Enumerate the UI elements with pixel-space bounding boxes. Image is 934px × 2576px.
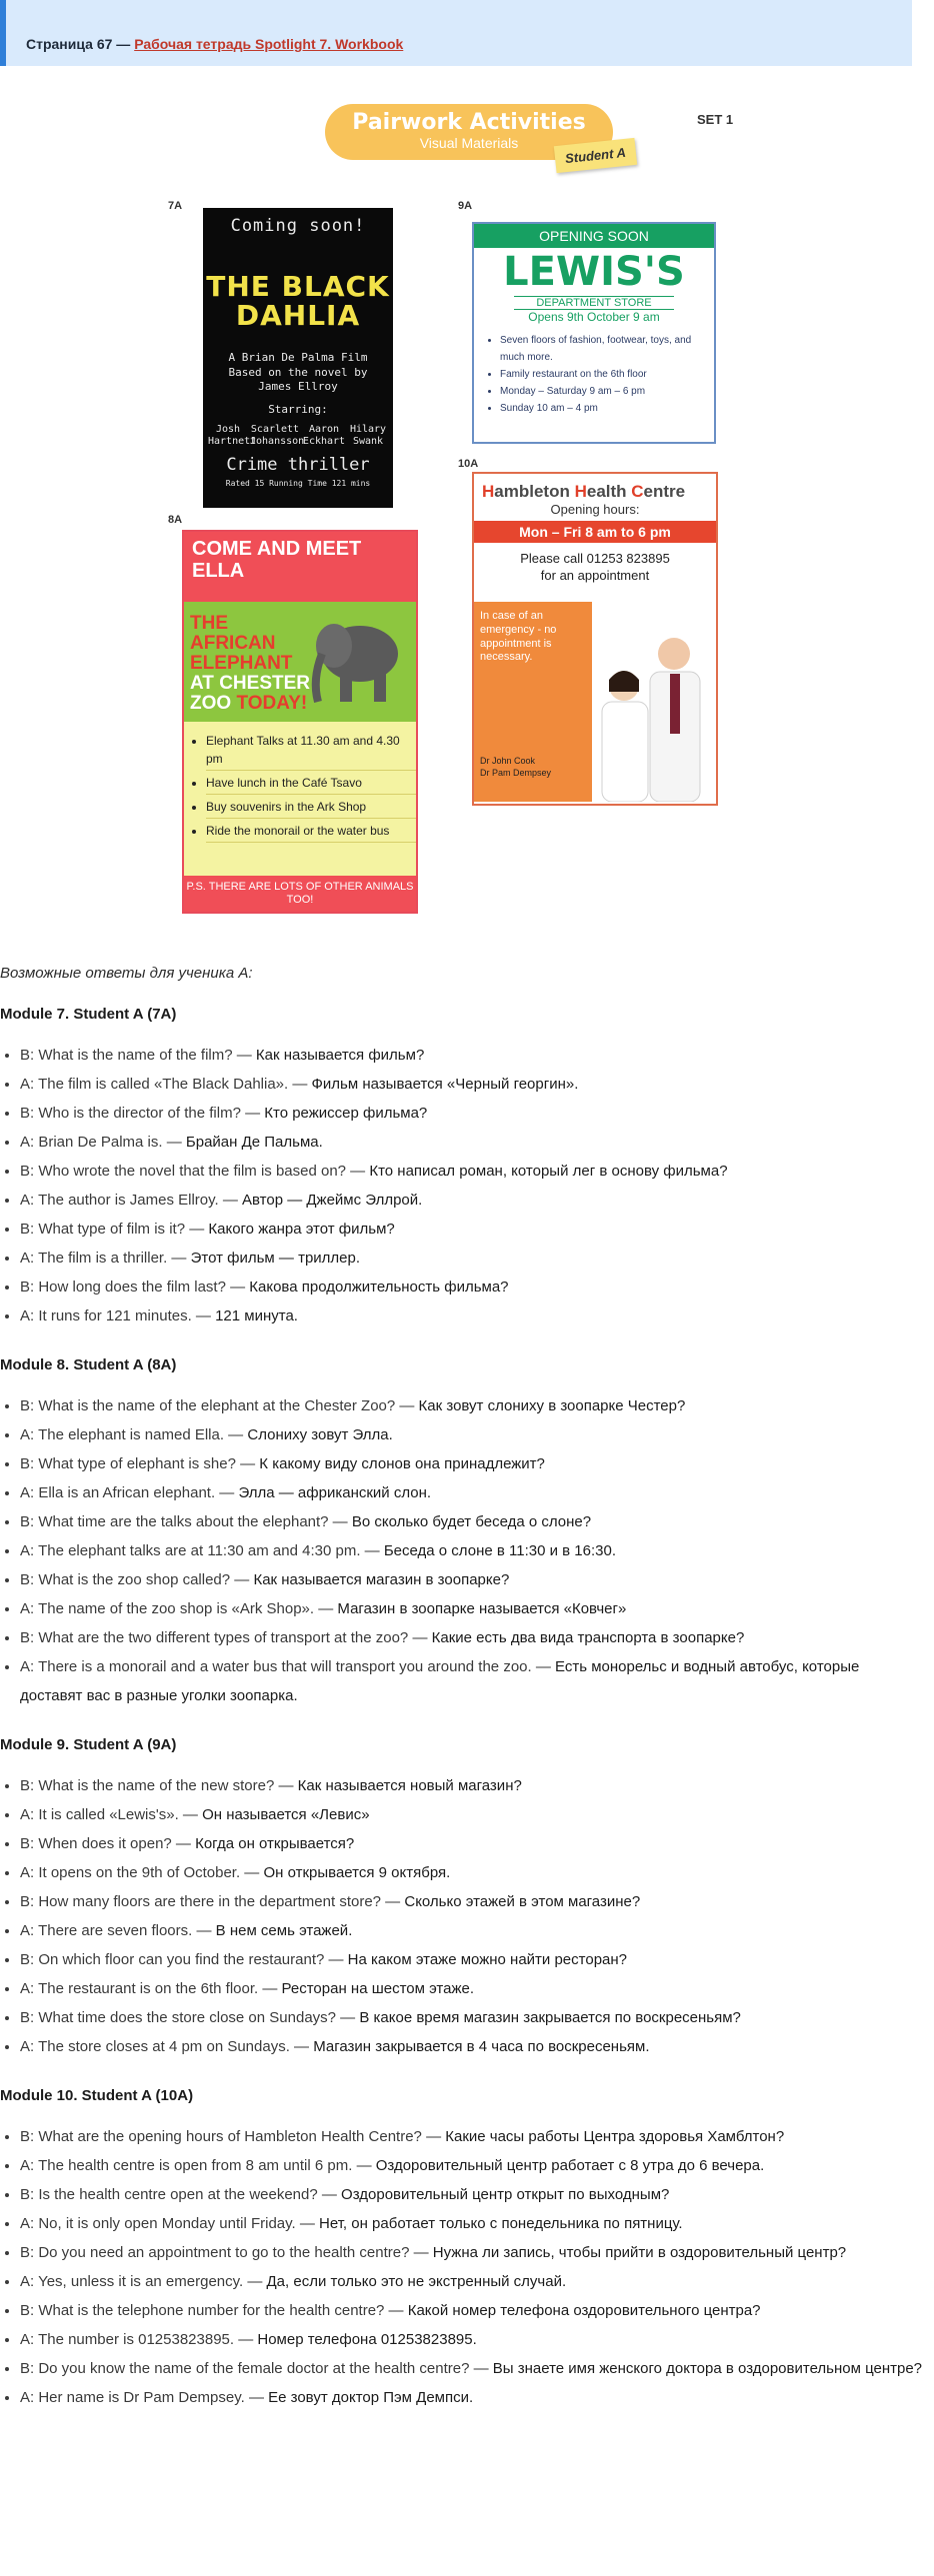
actor-2: Scarlett Johansson bbox=[250, 424, 305, 447]
qa-item bbox=[20, 2122, 925, 2151]
qa-russian: Ее зовут доктор Пэм Демпси. bbox=[263, 2389, 474, 2406]
qa-russian: На каком этаже можно найти ресторан? bbox=[343, 1951, 627, 1968]
doctor-1: Dr John Cook bbox=[480, 756, 536, 766]
qa-english: B: Do you know the name of the female doctor at the health centre? — bbox=[20, 2360, 489, 2377]
qa-item bbox=[20, 1449, 925, 1478]
film-title bbox=[203, 272, 393, 331]
qa-russian: Как зовут слониху в зоопарке Честер? bbox=[414, 1397, 686, 1414]
qa-item bbox=[20, 1829, 925, 1858]
qa-english: B: Who wrote the novel that the film is based on? — bbox=[20, 1163, 366, 1180]
hours-band: Mon – Fri 8 am to 6 pm bbox=[474, 521, 716, 543]
elephant-icon bbox=[298, 610, 408, 710]
banner-subtitle: Visual Materials bbox=[419, 135, 519, 151]
qa-russian: Оздоровительный центр открыт по выходным? bbox=[336, 2186, 670, 2203]
qa-russian: Этот фильм — триллер. bbox=[186, 1250, 361, 1267]
qa-russian: Он называется «Левис» bbox=[197, 1806, 370, 1823]
zoo-activity: • Ride the monorail or the water bus bbox=[206, 822, 416, 843]
qa-english: A: The elephant talks are at 11:30 am and 4:30 pm. — bbox=[20, 1542, 380, 1559]
call-info bbox=[474, 551, 716, 585]
qa-russian: Какой номер телефона оздоровительного центра? bbox=[403, 2302, 761, 2319]
qa-list bbox=[0, 1771, 925, 2061]
zoo-activity: • Buy souvenirs in the Ark Shop bbox=[206, 798, 416, 819]
zoo-headline: COME AND MEET ELLA bbox=[184, 532, 416, 602]
store-type: DEPARTMENT STORE bbox=[514, 296, 674, 310]
actor-3: Aaron Eckhart bbox=[302, 424, 346, 447]
banner-title: Pairwork Activities bbox=[352, 110, 586, 135]
centre-name-part3: entre bbox=[643, 482, 686, 501]
qa-item bbox=[20, 2032, 925, 2061]
qa-item bbox=[20, 2354, 925, 2383]
qa-english: B: On which floor can you find the restaurant? — bbox=[20, 1951, 344, 1968]
qa-item bbox=[20, 1099, 925, 1128]
qa-russian: Есть монорельс и водный автобус, которые доставят вас в разные уголки зоопарка. bbox=[20, 1658, 860, 1704]
qa-english: A: The name of the zoo shop is «Ark Shop». — bbox=[20, 1600, 334, 1617]
centre-name-c: C bbox=[631, 482, 644, 501]
qa-english: A: The elephant is named Ella. — bbox=[20, 1426, 244, 1443]
qa-list bbox=[0, 1391, 925, 1710]
label-10a: 10A bbox=[458, 458, 479, 470]
qa-russian: Номер телефона 01253823895. bbox=[253, 2331, 477, 2348]
zoo-text-at: AT bbox=[190, 672, 220, 694]
qa-item bbox=[20, 1594, 925, 1623]
qa-english: A: It opens on the 9th of October. — bbox=[20, 1864, 260, 1881]
qa-russian: Как называется магазин в зоопарке? bbox=[249, 1571, 510, 1588]
qa-item bbox=[20, 1041, 925, 1070]
set-label: SET 1 bbox=[697, 112, 734, 127]
qa-item bbox=[20, 1565, 925, 1594]
qa-russian: Магазин закрывается в 4 часа по воскресеньям. bbox=[309, 2038, 650, 2055]
qa-list bbox=[0, 2122, 925, 2412]
qa-english: A: The number is 01253823895. — bbox=[20, 2331, 254, 2348]
qa-item bbox=[20, 1771, 925, 1800]
centre-name-part2: ealth bbox=[586, 482, 632, 501]
header-text bbox=[26, 36, 403, 52]
actor-4: Hilary Swank bbox=[349, 424, 387, 447]
zoo-activities bbox=[184, 732, 416, 843]
qa-russian: Как называется новый магазин? bbox=[293, 1777, 522, 1794]
actors bbox=[203, 424, 393, 447]
label-7a: 7A bbox=[168, 200, 183, 212]
answers-content bbox=[0, 965, 925, 2438]
poster-chester-zoo bbox=[182, 530, 418, 914]
label-8a: 8A bbox=[168, 514, 183, 526]
film-by: A Brian De Palma Film bbox=[228, 350, 368, 364]
qa-english: A: No, it is only open Monday until Friday. — bbox=[20, 2215, 315, 2232]
actor-1: Josh Hartnett bbox=[208, 424, 257, 447]
zoo-ps: P.S. THERE ARE LOTS OF OTHER ANIMALS TOO! bbox=[184, 876, 416, 912]
zoo-activity: • Elephant Talks at 11.30 am and 4.30 pm bbox=[206, 732, 416, 771]
qa-item bbox=[20, 1800, 925, 1829]
qa-item bbox=[20, 1536, 925, 1565]
qa-item bbox=[20, 1420, 925, 1449]
qa-russian: Элла — африканский слон. bbox=[234, 1484, 432, 1501]
qa-russian: Нет, он работает только с понедельника по пятницу. bbox=[314, 2215, 683, 2232]
qa-item bbox=[20, 2267, 925, 2296]
poster-lewis-store bbox=[472, 222, 716, 444]
qa-english: B: What is the telephone number for the health centre? — bbox=[20, 2302, 404, 2319]
module-heading: Module 9. Student A (9A) bbox=[0, 1736, 177, 1753]
qa-english: A: Brian De Palma is. — bbox=[20, 1134, 182, 1151]
qa-russian: Когда он открывается? bbox=[190, 1835, 355, 1852]
qa-item bbox=[20, 2151, 925, 2180]
zoo-text-3: ELEPHANT bbox=[190, 652, 293, 674]
qa-russian: Оздоровительный центр работает с 8 утра до 6 вечера. bbox=[371, 2157, 765, 2174]
qa-russian: Кто режиссер фильма? bbox=[260, 1105, 428, 1122]
qa-russian: Как называется фильм? bbox=[251, 1047, 425, 1064]
qa-russian: Фильм называется «Черный георгин». bbox=[307, 1076, 579, 1093]
qa-russian: В нем семь этажей. bbox=[211, 1922, 353, 1939]
qa-item bbox=[20, 1301, 925, 1330]
centre-name-part1: ambleton bbox=[494, 482, 575, 501]
qa-russian: Кто написал роман, который лег в основу фильма? bbox=[365, 1163, 728, 1180]
coming-soon-text: Coming soon! bbox=[230, 216, 366, 236]
qa-russian: Какие часы работы Центра здоровья Хамблтон? bbox=[441, 2128, 785, 2145]
zoo-text-2: AFRICAN bbox=[190, 632, 276, 654]
store-features bbox=[474, 332, 714, 417]
page-header bbox=[0, 0, 912, 66]
qa-russian: Да, если только это не экстренный случай. bbox=[262, 2273, 567, 2290]
qa-english: B: Do you need an appointment to go to the health centre? — bbox=[20, 2244, 429, 2261]
store-name: LEWIS'S bbox=[503, 249, 685, 295]
label-9a: 9A bbox=[458, 200, 473, 212]
centre-name bbox=[474, 474, 716, 502]
qa-item bbox=[20, 1858, 925, 1887]
qa-item bbox=[20, 1157, 925, 1186]
qa-english: B: How many floors are there in the department store? — bbox=[20, 1893, 401, 1910]
qa-russian: Ресторан на шестом этаже. bbox=[277, 1980, 475, 1997]
doctor-2: Dr Pam Dempsey bbox=[480, 767, 552, 778]
qa-item bbox=[20, 1478, 925, 1507]
film-rating: Rated 15 Running Time 121 mins bbox=[225, 479, 371, 489]
doctor-names bbox=[480, 756, 551, 779]
opening-soon-band: OPENING SOON bbox=[474, 224, 714, 248]
qa-russian: Он открывается 9 октября. bbox=[259, 1864, 451, 1881]
qa-russian: Сколько этажей в этом магазине? bbox=[400, 1893, 641, 1910]
store-feature: • Seven floors of fashion, footwear, toys, and much more. bbox=[500, 332, 714, 366]
qa-english: A: The film is a thriller. — bbox=[20, 1250, 187, 1267]
qa-item bbox=[20, 1244, 925, 1273]
poster-health-centre bbox=[472, 472, 718, 806]
qa-english: B: What is the name of the film? — bbox=[20, 1047, 252, 1064]
qa-item bbox=[20, 2180, 925, 2209]
starring: Starring: bbox=[268, 403, 328, 417]
qa-russian: Какого жанра этот фильм? bbox=[204, 1221, 395, 1238]
qa-english: A: There is a monorail and a water bus that will transport you around the zoo. — bbox=[20, 1658, 551, 1675]
store-opens: Opens 9th October 9 am bbox=[528, 310, 660, 324]
zoo-text-today: TODAY! bbox=[231, 692, 308, 714]
qa-english: A: The author is James Ellroy. — bbox=[20, 1192, 238, 1209]
qa-english: B: What are the two different types of transport at the zoo? — bbox=[20, 1629, 428, 1646]
centre-name-h: H bbox=[482, 482, 495, 501]
call-appointment: for an appointment bbox=[540, 567, 650, 583]
qa-item bbox=[20, 1273, 925, 1301]
zoo-elephant-panel bbox=[184, 602, 416, 722]
qa-item bbox=[20, 1623, 925, 1652]
qa-english: A: There are seven floors. — bbox=[20, 1922, 212, 1939]
qa-english: A: The health centre is open from 8 am until 6 pm. — bbox=[20, 2157, 372, 2174]
hours-label: Opening hours: bbox=[550, 502, 640, 517]
qa-russian: Какова продолжительность фильма? bbox=[245, 1279, 509, 1295]
qa-english: B: What time does the store close on Sundays? — bbox=[20, 2009, 356, 2026]
doctors-image bbox=[584, 622, 714, 802]
qa-item bbox=[20, 2325, 925, 2354]
qa-russian: Беседа о слоне в 11:30 и в 16:30. bbox=[379, 1542, 616, 1559]
emergency-note: In case of an emergency - no appointment is necessary. bbox=[474, 602, 592, 802]
qa-item bbox=[20, 1507, 925, 1536]
worksheet-image bbox=[0, 90, 934, 950]
qa-russian: Вы знаете имя женского доктора в оздоровительном центре? bbox=[488, 2360, 923, 2377]
module-heading: Module 7. Student A (7A) bbox=[0, 1006, 177, 1023]
qa-russian: 121 минута. bbox=[210, 1307, 298, 1324]
qa-english: B: What is the name of the new store? — bbox=[20, 1777, 294, 1794]
qa-item bbox=[20, 2209, 925, 2238]
qa-english: B: What type of elephant is she? — bbox=[20, 1455, 256, 1472]
zoo-text-chester: CHESTER bbox=[219, 672, 310, 694]
qa-english: B: What are the opening hours of Hambleton Health Centre? — bbox=[20, 2128, 442, 2145]
qa-item bbox=[20, 1916, 925, 1945]
qa-english: A: Her name is Dr Pam Dempsey. — bbox=[20, 2389, 264, 2406]
store-feature: • Sunday 10 am – 4 pm bbox=[500, 400, 714, 417]
zoo-elephant-text bbox=[190, 614, 310, 714]
qa-english: B: What is the name of the elephant at the Chester Zoo? — bbox=[20, 1397, 415, 1414]
qa-russian: Слониху зовут Элла. bbox=[243, 1426, 393, 1443]
qa-item bbox=[20, 1887, 925, 1916]
qa-item bbox=[20, 2238, 925, 2267]
film-title-line1: THE BLACK bbox=[206, 270, 390, 303]
intro-text: Возможные ответы для ученика А: bbox=[0, 965, 253, 982]
qa-item bbox=[20, 2296, 925, 2325]
qa-english: B: Who is the director of the film? — bbox=[20, 1105, 261, 1122]
store-feature: • Family restaurant on the 6th floor bbox=[500, 366, 714, 383]
qa-russian: Брайан Де Пальма. bbox=[181, 1134, 323, 1151]
qa-english: A: Yes, unless it is an emergency. — bbox=[20, 2273, 263, 2290]
qa-russian: Магазин в зоопарке называется «Ковчег» bbox=[333, 1600, 627, 1617]
qa-english: B: Is the health centre open at the weekend? — bbox=[20, 2186, 337, 2203]
call-number: Please call 01253 823895 bbox=[520, 551, 670, 566]
zoo-text-5 bbox=[190, 694, 310, 714]
qa-item bbox=[20, 1652, 925, 1710]
student-tag: Student A bbox=[554, 138, 637, 173]
qa-item bbox=[20, 2383, 925, 2412]
module-heading: Module 10. Student A (10A) bbox=[0, 2087, 194, 2104]
zoo-text-zoo: ZOO bbox=[190, 692, 232, 714]
qa-item bbox=[20, 1215, 925, 1244]
qa-english: B: When does it open? — bbox=[20, 1835, 191, 1852]
qa-english: A: The store closes at 4 pm on Sundays. — bbox=[20, 2038, 310, 2055]
header-prefix: Страница 67 — bbox=[26, 36, 131, 52]
zoo-text-4 bbox=[190, 674, 310, 694]
qa-item bbox=[20, 1391, 925, 1420]
qa-item bbox=[20, 1186, 925, 1215]
based-on: Based on the novel by bbox=[228, 365, 368, 379]
film-title-line2: DAHLIA bbox=[235, 299, 361, 333]
qa-russian: Какие есть два вида транспорта в зоопарке? bbox=[427, 1629, 745, 1646]
qa-english: A: The restaurant is on the 6th floor. — bbox=[20, 1980, 278, 1997]
zoo-text-1: THE bbox=[190, 613, 228, 634]
centre-name-h2: H bbox=[574, 482, 587, 501]
qa-english: B: What is the zoo shop called? — bbox=[20, 1571, 250, 1588]
qa-english: A: It is called «Lewis's». — bbox=[20, 1806, 198, 1823]
qa-russian: К какому виду слонов она принадлежит? bbox=[255, 1455, 545, 1472]
qa-item bbox=[20, 1070, 925, 1099]
qa-english: B: What type of film is it? — bbox=[20, 1221, 205, 1238]
qa-russian: Нужна ли запись, чтобы прийти в оздоровительный центр? bbox=[428, 2244, 847, 2261]
qa-english: B: What time are the talks about the elephant? — bbox=[20, 1513, 348, 1530]
qa-english: A: The film is called «The Black Dahlia». — bbox=[20, 1076, 308, 1093]
author: James Ellroy bbox=[258, 380, 338, 394]
qa-english: A: It runs for 121 minutes. — bbox=[20, 1307, 211, 1324]
qa-item bbox=[20, 2003, 925, 2032]
qa-item bbox=[20, 1128, 925, 1157]
module-heading: Module 8. Student A (8A) bbox=[0, 1356, 177, 1373]
qa-english: A: Ella is an African elephant. — bbox=[20, 1484, 235, 1501]
workbook-link[interactable]: Рабочая тетрадь Spotlight 7. Workbook bbox=[134, 36, 404, 52]
store-feature: • Monday – Saturday 9 am – 6 pm bbox=[500, 383, 714, 400]
qa-item bbox=[20, 1974, 925, 2003]
film-genre: Crime thriller bbox=[226, 455, 370, 476]
modules-list bbox=[0, 1006, 925, 2412]
qa-item bbox=[20, 1945, 925, 1974]
qa-english: B: How long does the film last? — bbox=[20, 1279, 246, 1295]
qa-russian: В какое время магазин закрывается по воскресеньям? bbox=[355, 2009, 741, 2026]
qa-russian: Во сколько будет беседа о слоне? bbox=[347, 1513, 592, 1530]
zoo-activity: • Have lunch in the Café Tsavo bbox=[206, 774, 416, 795]
qa-list bbox=[0, 1041, 925, 1330]
poster-black-dahlia bbox=[203, 208, 393, 508]
qa-russian: Автор — Джеймс Эллрой. bbox=[237, 1192, 423, 1209]
